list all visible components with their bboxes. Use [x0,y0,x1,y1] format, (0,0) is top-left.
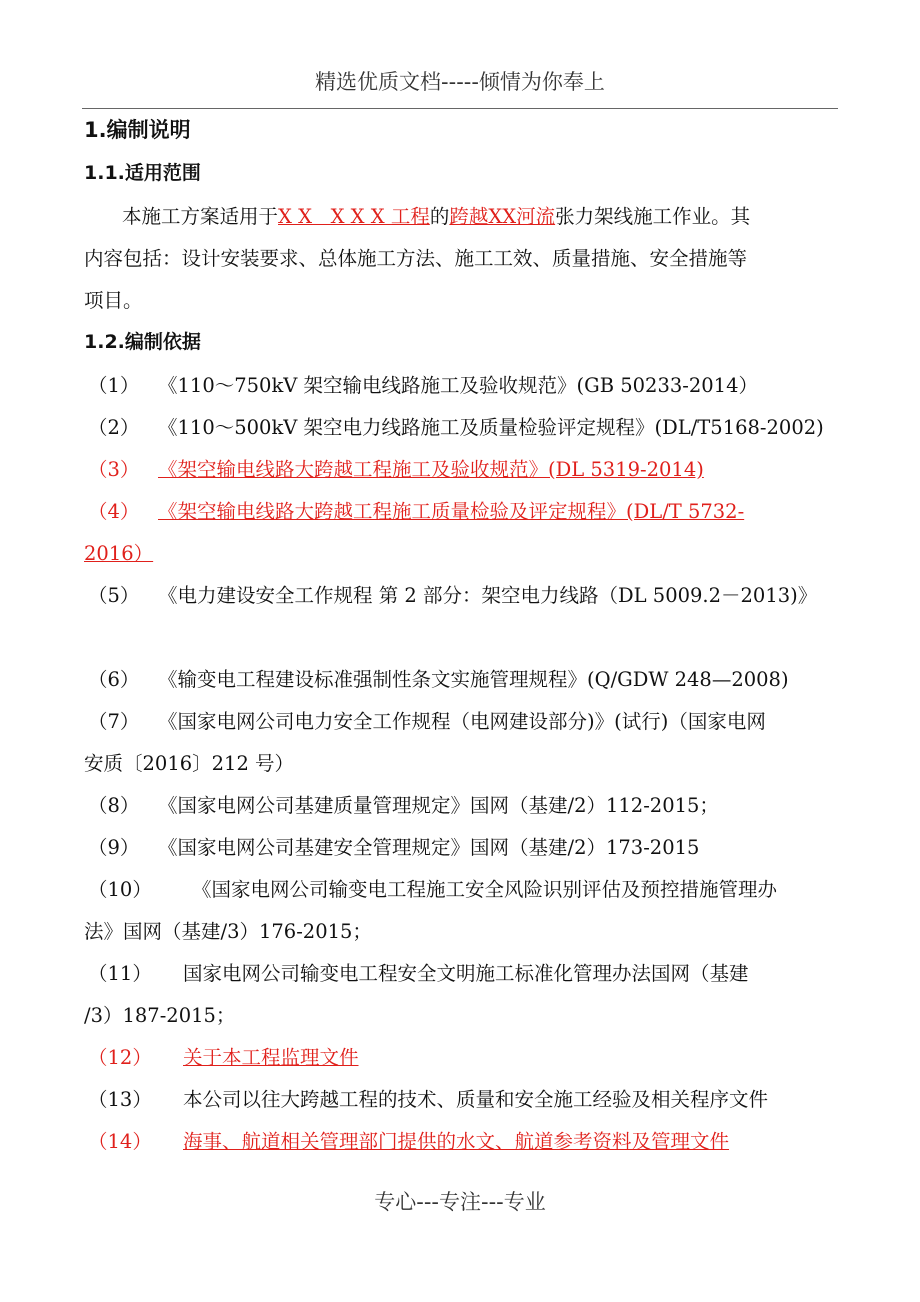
reference-text: 本公司以往大跨越工程的技术、质量和安全施工经验及相关程序文件 [183,1088,769,1111]
reference-number: （8） [88,794,140,817]
reference-text: 《110～500kV 架空电力线路施工及质量检验评定规程》(DL/T5168-2002) [158,416,824,439]
reference-text: 海事、航道相关管理部门提供的水文、航道参考资料及管理文件 [183,1130,730,1153]
reference-number: （5） [88,584,140,607]
reference-text: 《架空输电线路大跨越工程施工质量检验及评定规程》(DL/T 5732- [158,500,745,523]
reference-item-10-continuation: 法》国网（基建/3）176-2015； [84,920,372,943]
reference-item-11-continuation: /3）187-2015； [84,1004,236,1027]
reference-number: （13） [88,1088,152,1111]
reference-item-9 [88,832,699,860]
section-1-heading: 1.编制说明 [84,118,191,142]
reference-number: （2） [88,416,140,439]
reference-item-4-continuation: 2016） [84,542,154,565]
header-divider [82,108,838,109]
crossing-placeholder: 跨越XX河流 [449,205,556,228]
reference-text: 《国家电网公司基建质量管理规定》国网（基建/2）112-2015； [158,794,719,817]
scope-paragraph-line-1 [122,201,750,229]
reference-item-5 [88,580,817,608]
reference-number: （3） [88,458,140,481]
section-1-1-heading: 1.1.适用范围 [84,162,201,184]
reference-item-14 [88,1126,729,1154]
reference-number: （12） [88,1046,152,1069]
reference-text: 《输变电工程建设标准强制性条文实施管理规程》(Q/GDW 248—2008) [158,668,789,691]
reference-number: （14） [88,1130,152,1153]
reference-item-7 [88,706,766,734]
section-1-2-heading: 1.2.编制依据 [84,331,201,353]
reference-text: 《国家电网公司输变电工程施工安全风险识别评估及预控措施管理办 [192,878,778,901]
reference-item-12 [88,1042,359,1070]
reference-item-8 [88,790,719,818]
reference-text: 关于本工程监理文件 [183,1046,359,1069]
reference-item-2 [88,412,824,440]
reference-number: （4） [88,500,140,523]
reference-item-4 [88,496,744,524]
reference-item-3 [88,454,704,482]
project-name-placeholder: X X X X X 工程 [278,205,430,228]
reference-number: （9） [88,836,140,859]
reference-text: 国家电网公司输变电工程安全文明施工标准化管理办法国网（基建 [183,962,749,985]
reference-item-7-continuation: 安质〔2016〕212 号） [84,752,295,775]
scope-paragraph-line-2: 内容包括：设计安装要求、总体施工方法、施工工效、质量措施、安全措施等 [84,247,748,270]
page-header: 精选优质文档-----倾情为你奉上 [315,70,605,94]
reference-text: 《国家电网公司电力安全工作规程（电网建设部分)》(试行)（国家电网 [158,710,766,733]
reference-item-10 [88,874,777,902]
scope-text-prefix: 本施工方案适用于 [122,205,279,228]
reference-number: （6） [88,668,140,691]
page-footer: 专心---专注---专业 [374,1190,546,1214]
reference-number: （7） [88,710,140,733]
reference-number: （10） [88,878,152,901]
reference-text: 《架空输电线路大跨越工程施工及验收规范》(DL 5319-2014) [158,458,704,481]
reference-item-11 [88,958,749,986]
reference-number: （11） [88,962,152,985]
reference-text: 《国家电网公司基建安全管理规定》国网（基建/2）173-2015 [158,836,700,859]
reference-item-6 [88,664,789,692]
scope-text-rest: 张力架线施工作业。其 [555,205,751,228]
scope-paragraph-line-3: 项目。 [84,289,143,312]
reference-item-13 [88,1084,768,1112]
reference-item-1 [88,370,758,398]
reference-number: （1） [88,374,140,397]
scope-text-de: 的 [429,205,450,228]
reference-text: 《电力建设安全工作规程 第 2 部分：架空电力线路（DL 5009.2－2013)》 [158,584,818,607]
reference-text: 《110～750kV 架空输电线路施工及验收规范》(GB 50233-2014） [158,374,758,397]
